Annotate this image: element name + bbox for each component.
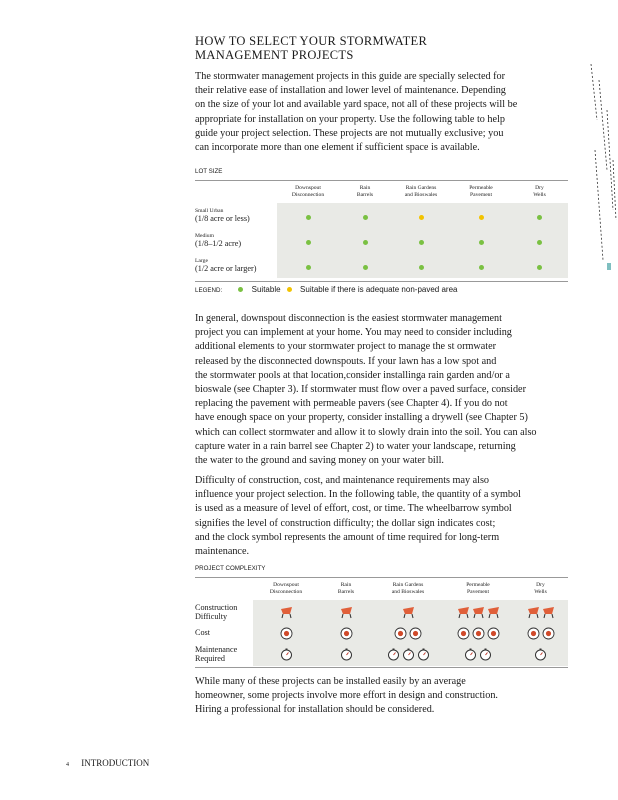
dollar-icon xyxy=(487,627,500,640)
column-header: Rain Barrels xyxy=(356,185,374,198)
column-header: Rain Barrels xyxy=(337,582,355,595)
table-row xyxy=(195,600,568,624)
body-line: replacing the pavement with permeable pavers (see Chapter 4). If you do not xyxy=(195,398,508,410)
wheelbarrow-icon xyxy=(457,606,470,619)
intro-line: appropriate for installation on your property. Use the following table to help xyxy=(195,113,505,125)
table-row xyxy=(195,203,568,228)
legend-yellow-dot xyxy=(287,287,292,292)
row-label: Construction Difficulty xyxy=(195,602,238,621)
intro-line: can incorporate more than one element if sufficient space is available. xyxy=(195,142,480,154)
wheelbarrow-icon xyxy=(542,606,555,619)
suitability-dot xyxy=(419,240,424,245)
suitability-dot xyxy=(306,265,311,270)
suitability-dot xyxy=(479,215,484,220)
intro-line: on the size of your lot and available yard space, not all of these projects will be xyxy=(195,99,518,111)
clock-icon xyxy=(464,648,477,661)
suitability-dot xyxy=(363,215,368,220)
section-name: INTRODUCTION xyxy=(81,758,150,768)
dollar-icon xyxy=(527,627,540,640)
body-line: In general, downspout disconnection is the easiest stormwater management xyxy=(195,313,502,324)
suitability-dot xyxy=(537,240,542,245)
closing-line: Hiring a professional for installation should be considered. xyxy=(195,704,435,716)
row-label: Large (1/2 acre or larger) xyxy=(195,257,257,273)
suitability-dot xyxy=(363,240,368,245)
body-paragraph xyxy=(195,312,580,468)
closing-paragraph xyxy=(195,675,575,718)
legend-green-dot xyxy=(238,287,243,292)
margin-decoration xyxy=(585,60,618,280)
dollar-icon xyxy=(542,627,555,640)
table-row xyxy=(195,228,568,253)
body-line: have enough space on your property, consider installing a drywell (see Chapter 5) xyxy=(195,412,528,424)
suitability-dot xyxy=(479,265,484,270)
suitability-dot xyxy=(479,240,484,245)
suitability-dot xyxy=(363,265,368,270)
complexity-table-bottom-rule xyxy=(195,667,568,668)
clock-icon xyxy=(280,648,293,661)
dollar-icon xyxy=(457,627,470,640)
suitability-dot xyxy=(419,265,424,270)
row-label: Small Urban (1/8 acre or less) xyxy=(195,207,250,223)
intro-line: their relative ease of installation and lower level of maintenance. Depending xyxy=(195,85,506,97)
column-header: Rain Gardens and Bioswales xyxy=(404,185,438,198)
row-label: Maintenance Required xyxy=(195,644,238,663)
wheelbarrow-icon xyxy=(280,606,293,619)
dollar-icon xyxy=(409,627,422,640)
table-row xyxy=(195,253,568,278)
lot-size-label: LOT SIZE xyxy=(195,168,223,175)
suitability-dot xyxy=(537,215,542,220)
suitability-dot xyxy=(306,215,311,220)
body-line: project you can implement at your home. You may need to consider including xyxy=(195,327,512,339)
column-header: Dry Wells xyxy=(534,582,547,595)
difficulty-line: Difficulty of construction, cost, and maintenance requirements may also xyxy=(195,475,490,486)
wheelbarrow-icon xyxy=(402,606,415,619)
clock-icon xyxy=(402,648,415,661)
body-line: released by the disconnected downspouts. If your lawn has a low spot and xyxy=(195,355,497,367)
difficulty-line: is used as a measure of level of effort, cost, or time. The wheelbarrow symbol xyxy=(195,503,512,515)
clock-icon xyxy=(479,648,492,661)
suitability-dot xyxy=(306,240,311,245)
clock-icon xyxy=(387,648,400,661)
body-line: additional elements to your stormwater project to manage the st ormwater xyxy=(195,341,497,353)
difficulty-line: signifies the level of construction difficulty; the dollar sign indicates cost; xyxy=(195,517,496,529)
body-line: capture water in a rain barrel see Chapter 2) to water your landscape, returning xyxy=(195,440,516,452)
row-label: Medium (1/8–1/2 acre) xyxy=(195,232,242,248)
wheelbarrow-icon xyxy=(487,606,500,619)
clock-icon xyxy=(417,648,430,661)
dollar-icon xyxy=(394,627,407,640)
clock-icon xyxy=(534,648,547,661)
wheelbarrow-icon xyxy=(340,606,353,619)
page-title xyxy=(195,34,495,62)
difficulty-line: and the clock symbol represents the amount of time required for long-term xyxy=(195,531,500,543)
column-header: Dry Wells xyxy=(533,185,546,198)
column-header: Downspout Disconnection xyxy=(291,185,325,198)
difficulty-paragraph xyxy=(195,474,575,559)
wheelbarrow-icon xyxy=(527,606,540,619)
column-header: Permeable Pavement xyxy=(466,582,490,595)
column-header: Downspout Disconnection xyxy=(269,582,303,595)
page-footer xyxy=(66,758,149,768)
clock-icon xyxy=(340,648,353,661)
lot-size-table-bottom-rule xyxy=(195,281,568,282)
body-line: the stormwater pools at that location,consider installinga rain garden and/or a xyxy=(195,369,510,381)
wheelbarrow-icon xyxy=(472,606,485,619)
closing-line: While many of these projects can be installed easily by an average xyxy=(195,676,466,687)
complexity-table xyxy=(195,578,568,666)
legend xyxy=(195,285,457,295)
table-row xyxy=(195,642,568,666)
page-number: 4 xyxy=(66,762,69,768)
difficulty-line: maintenance. xyxy=(195,546,250,558)
dollar-icon xyxy=(340,627,353,640)
column-header: Permeable Pavement xyxy=(469,185,493,198)
title-line-1: HOW TO SELECT YOUR STORMWATER xyxy=(195,34,428,48)
project-complexity-label: PROJECT COMPLEXITY xyxy=(195,565,266,572)
legend-conditional: Suitable if there is adequate non-paved area xyxy=(300,285,458,294)
closing-line: homeowner, some projects involve more effort in design and construction. xyxy=(195,690,498,702)
dollar-icon xyxy=(472,627,485,640)
column-header: Rain Gardens and Bioswales xyxy=(391,582,425,595)
suitability-dot xyxy=(419,215,424,220)
lot-size-table xyxy=(195,181,568,278)
body-line: bioswale (see Chapter 3). If stormwater must flow over a paved surface, consider xyxy=(195,384,526,396)
difficulty-line: influence your project selection. In the following table, the quantity of a symbol xyxy=(195,489,521,501)
body-line: which can collect stormwater and allow it to slowly drain into the soil. You can also xyxy=(195,426,537,438)
body-line: the water to the ground and saving money on your water bill. xyxy=(195,455,444,467)
title-line-2: MANAGEMENT PROJECTS xyxy=(195,48,354,62)
table-row xyxy=(195,624,568,642)
intro-line: The stormwater management projects in this guide are specially selected for xyxy=(195,71,506,82)
margin-marker xyxy=(607,263,611,270)
intro-line: guide your project selection. These projects are not mutually exclusive; you xyxy=(195,127,504,139)
row-label: Cost xyxy=(195,628,211,638)
legend-label: LEGEND: xyxy=(195,287,223,294)
suitability-dot xyxy=(537,265,542,270)
legend-suitable: Suitable xyxy=(251,285,281,294)
intro-paragraph xyxy=(195,70,575,155)
dollar-icon xyxy=(280,627,293,640)
